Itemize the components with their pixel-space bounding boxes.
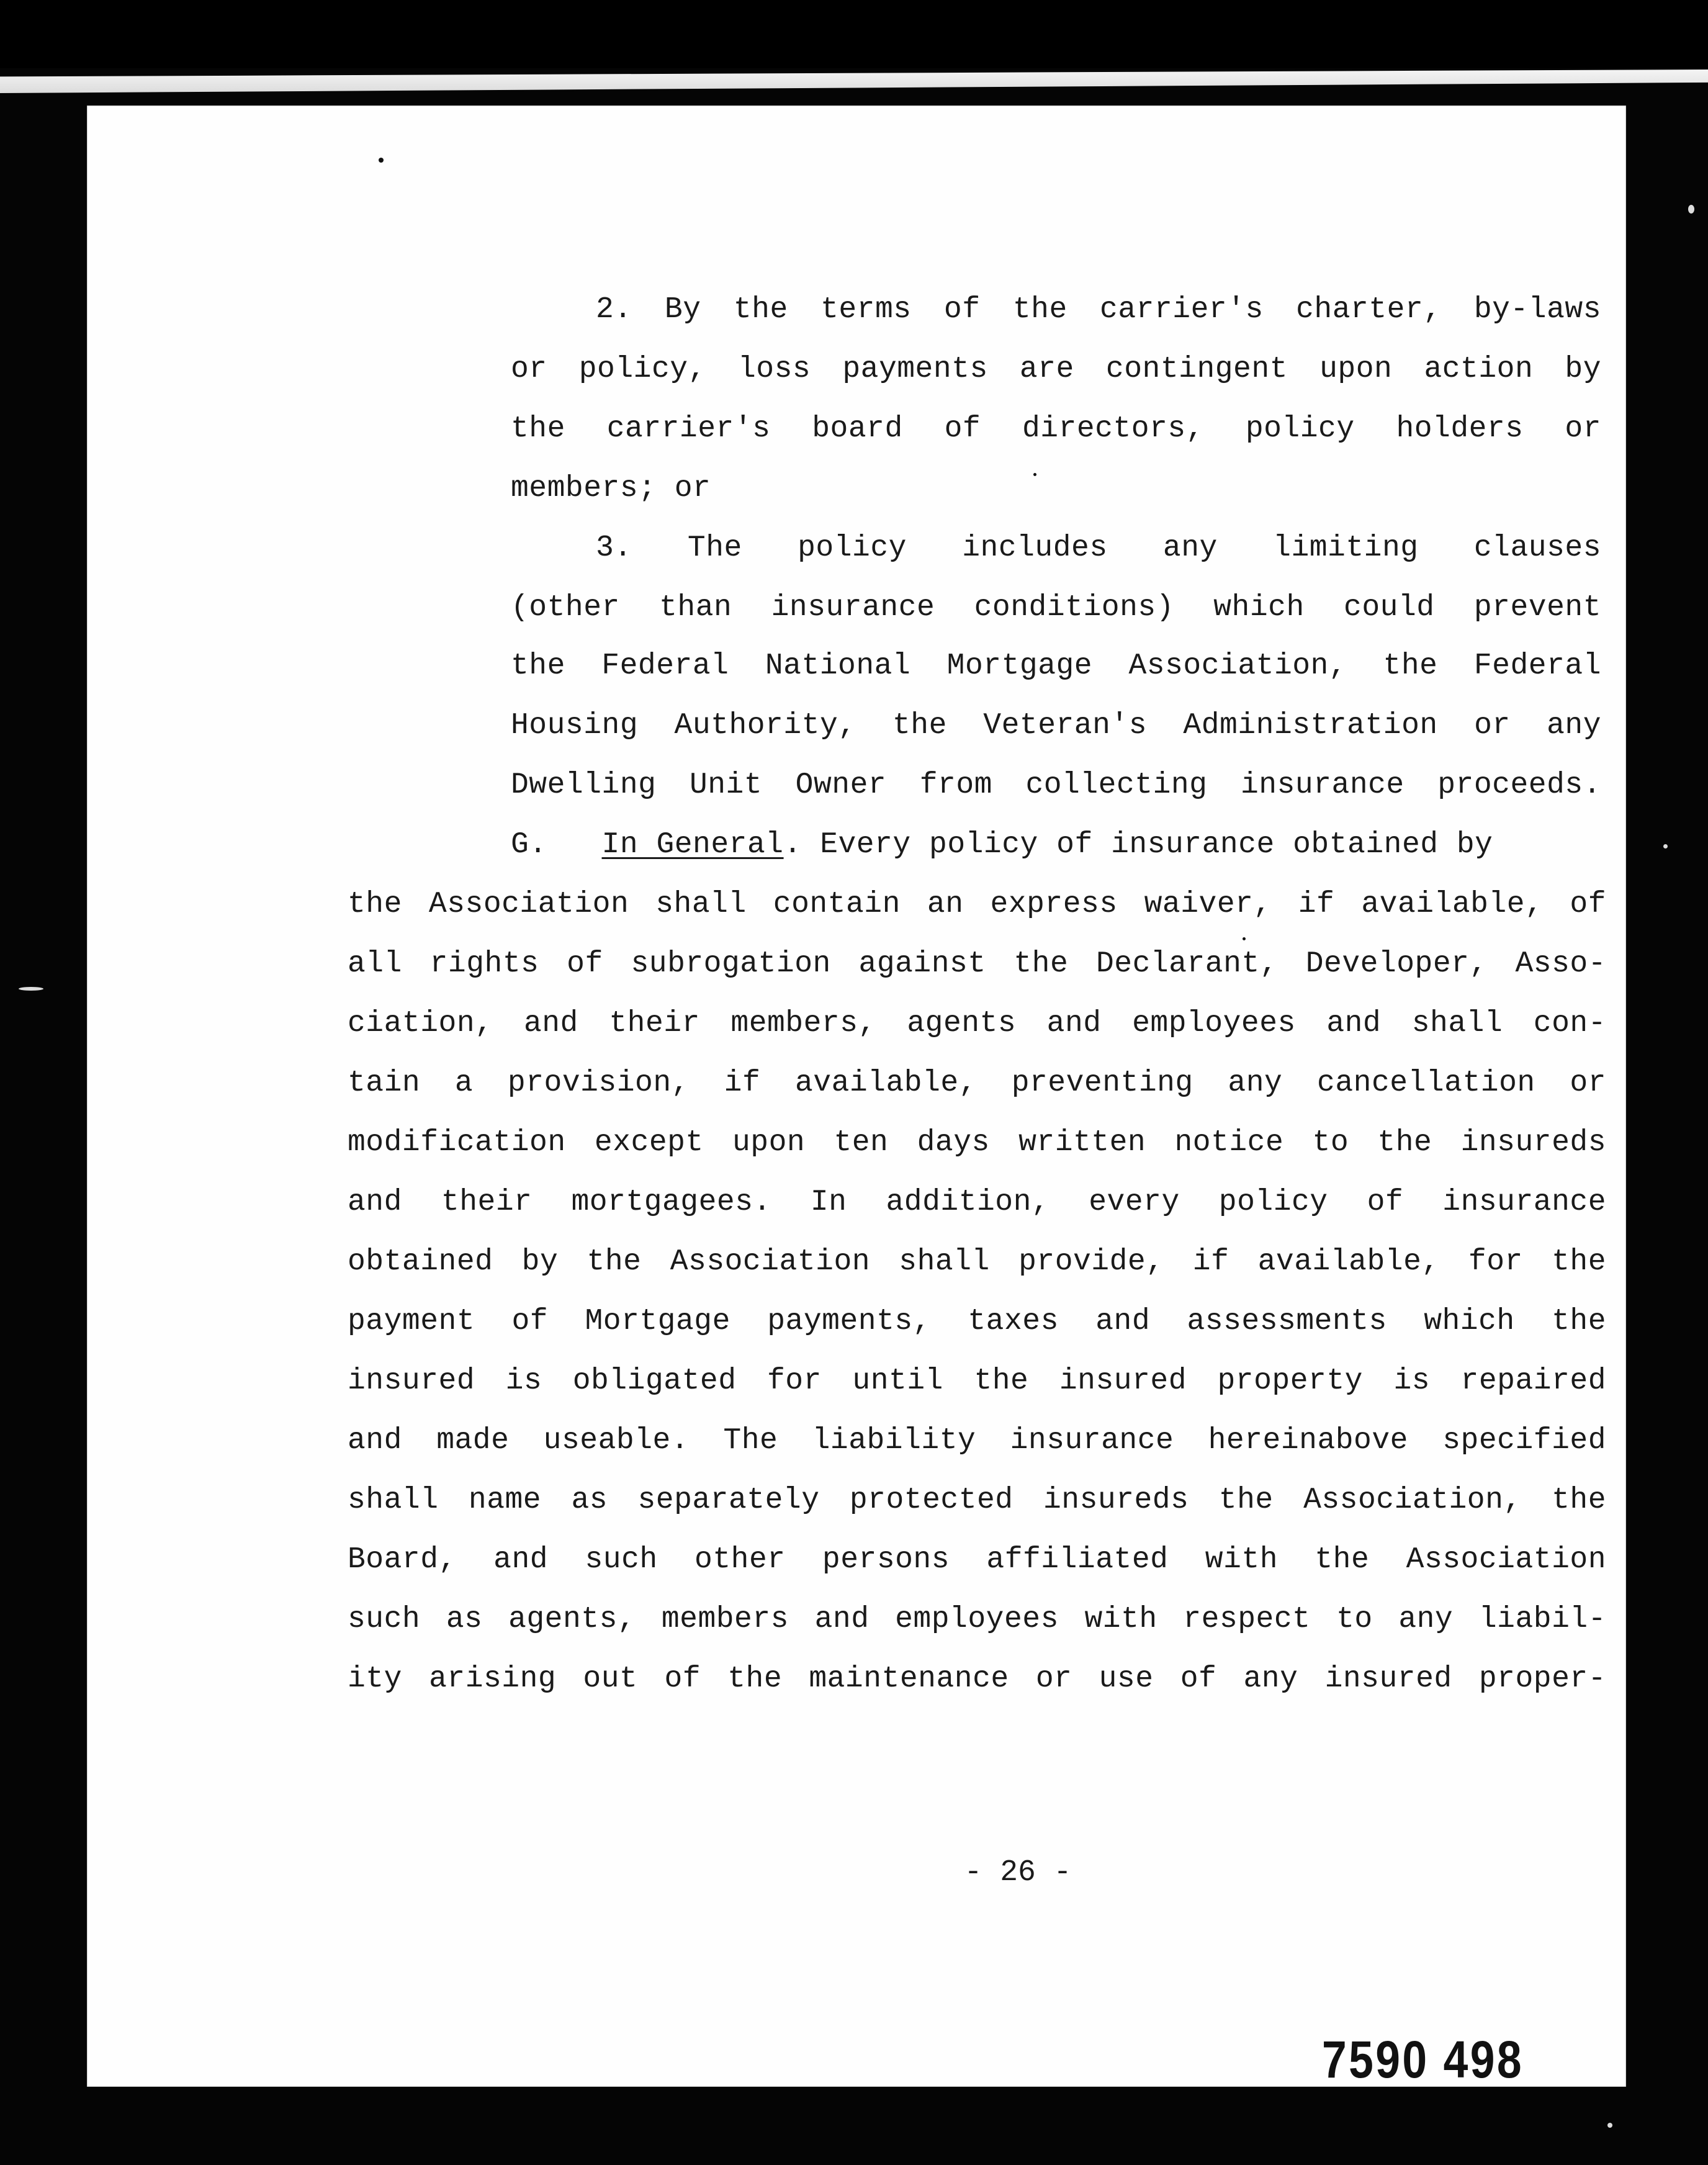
scan-speck — [1243, 937, 1246, 940]
item-2-line-4: members; or — [511, 472, 711, 505]
section-g-line-5: modification except upon ten days written notice to the insureds — [348, 1126, 1606, 1159]
section-g-line-9: insured is obligated for until the insured property is repaired — [348, 1364, 1606, 1398]
item-2-line-2: or policy, loss payments are contingent upon action by — [511, 353, 1601, 386]
book-page-stamp: 7590 498 — [1322, 2030, 1524, 2089]
item-3-line-3: the Federal National Mortgage Association, the Federal — [511, 649, 1601, 683]
scan-speck — [1663, 844, 1668, 848]
item-3-line-5: Dwelling Unit Owner from collecting insurance proceeds. — [511, 768, 1601, 802]
section-g-line-2: all rights of subrogation against the Declarant, Developer, Asso- — [348, 947, 1606, 981]
section-g-line-6: and their mortgagees. In addition, every policy of insurance — [348, 1186, 1606, 1219]
scan-speck — [1607, 2123, 1612, 2128]
section-g-line-14: ity arising out of the maintenance or use of any insured proper- — [348, 1662, 1606, 1696]
section-g-line-4: tain a provision, if available, preventing any cancellation or — [348, 1066, 1606, 1100]
item-3-line-2: (other than insurance conditions) which could prevent — [511, 591, 1601, 624]
section-g-line-7: obtained by the Association shall provide, if available, for the — [348, 1245, 1606, 1279]
section-g-heading: In General — [601, 828, 784, 862]
section-g-line-8: payment of Mortgage payments, taxes and assessments which the — [348, 1305, 1606, 1338]
section-g-line-1: the Association shall contain an express waiver, if available, of — [348, 888, 1606, 921]
section-g-heading-line — [511, 827, 1601, 863]
scan-top-edge — [0, 70, 1708, 93]
scan-border-top — [0, 0, 1708, 68]
section-g-marker: G. — [511, 828, 547, 862]
section-g-line-12: Board, and such other persons affiliated with the Association — [348, 1543, 1606, 1577]
section-g-line-10: and made useable. The liability insurance hereinabove specified — [348, 1424, 1606, 1457]
item-3-line-4: Housing Authority, the Veteran's Administration or any — [511, 709, 1601, 742]
item-2-line-3: the carrier's board of directors, policy holders or — [511, 412, 1601, 446]
item-3-line-1: 3. The policy includes any limiting clauses — [596, 531, 1601, 565]
scan-speck — [1688, 205, 1694, 214]
section-g-line-13: such as agents, members and employees with respect to any liabil- — [348, 1603, 1606, 1636]
document-page — [87, 106, 1626, 2087]
scan-speck — [19, 987, 43, 991]
page-number: - 26 - — [964, 1856, 1072, 1889]
section-g-line-3: ciation, and their members, agents and employees and shall con- — [348, 1007, 1606, 1040]
section-g-lead: . Every policy of insurance obtained by — [783, 828, 1493, 862]
item-2-line-1: 2. By the terms of the carrier's charter, by-laws — [596, 293, 1601, 326]
scan-speck — [379, 158, 384, 163]
section-g-line-11: shall name as separately protected insureds the Association, the — [348, 1483, 1606, 1517]
